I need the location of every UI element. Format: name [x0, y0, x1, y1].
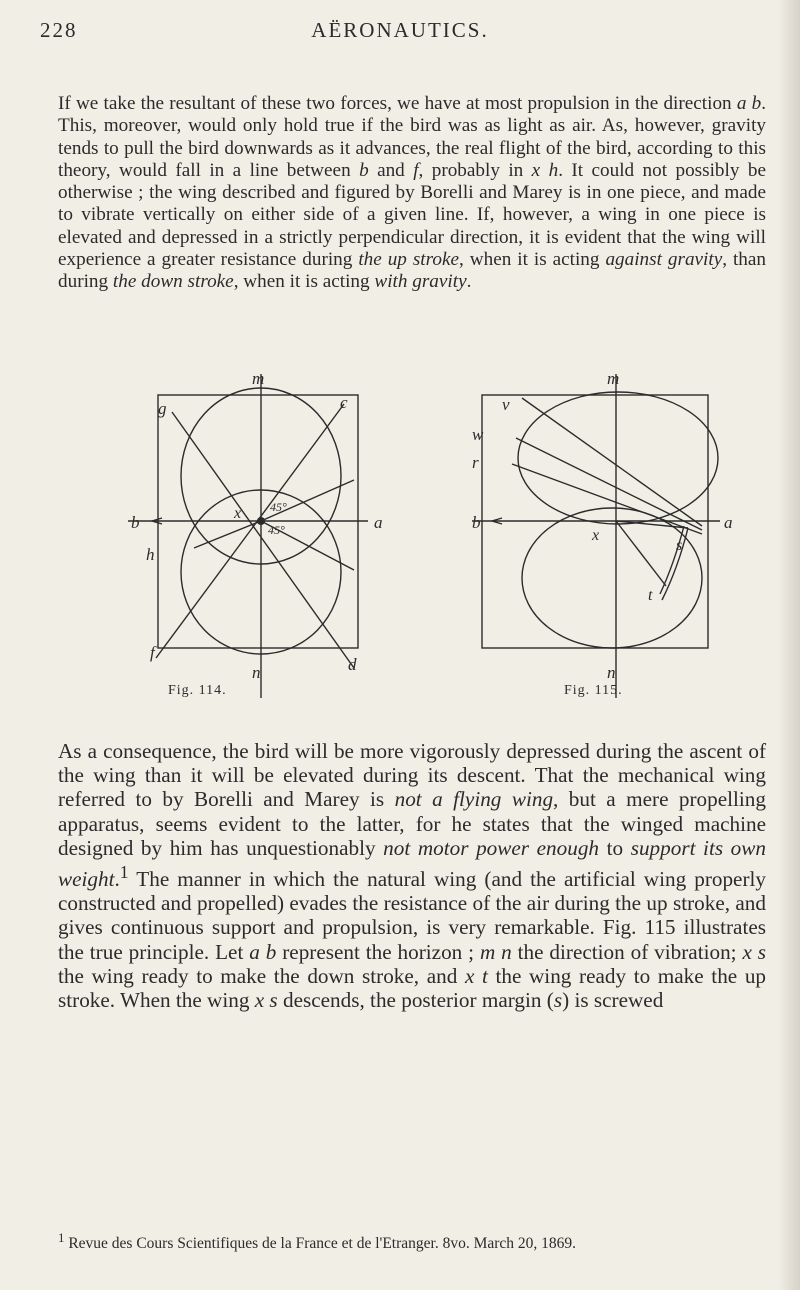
fig114-angle-label-lower: 45° — [268, 523, 285, 537]
fig114-label-x: x — [234, 505, 242, 522]
italic-text: a b — [249, 939, 277, 964]
fig114-label-f: f — [150, 643, 155, 662]
page-edge-shadow — [778, 0, 800, 1290]
italic-text: x s — [742, 939, 766, 964]
italic-text: s — [553, 988, 563, 1013]
fig115-line-v — [522, 398, 702, 526]
italic-text: f — [413, 159, 419, 181]
text-run: . — [114, 867, 120, 892]
text-run: represent the horizon ; — [276, 939, 480, 964]
fig114-label-g: g — [158, 399, 167, 418]
text-run: and — [368, 159, 414, 181]
text-run: . This, moreover, would only hold true if the bird was as light as air. As, however, gravity tends to pull the bird downwards as it advances, the real flight of the bird, according to this theory, would fall in a line between — [58, 93, 767, 181]
fig114-line-gd — [172, 412, 354, 668]
fig114-label-b: b — [131, 513, 140, 532]
fig114-caption: Fig. 114. — [168, 683, 227, 698]
italic-text: with gravity — [374, 271, 467, 293]
italic-text: the down stroke — [112, 271, 234, 293]
figure-114 — [128, 368, 388, 698]
fig114-label-a: a — [374, 513, 383, 532]
text-run: As a consequence, the bird will be more vigorously depressed during the ascent of the wing than it will be elevated during its descent. That the mechanical wing referred to by Borelli and Marey is — [58, 739, 766, 812]
fig114-label-c: c — [340, 393, 348, 412]
text-run: to — [599, 835, 631, 860]
italic-text: a b — [736, 93, 762, 114]
fig114-line-xh — [194, 521, 261, 548]
running-header — [0, 18, 800, 48]
paragraph-1 — [58, 93, 766, 294]
italic-text: not a flying wing — [394, 787, 554, 812]
text-run: the direction of vibration; — [511, 939, 743, 964]
fig115-label-a: a — [724, 513, 733, 532]
text-run: . It could not possibly be otherwise ; the wing described and figured by Borelli and Marey is in one piece, and made to vibrate vertically on either side of a given line. If, however, a wing in one piece is elevated and depressed in a strictly perpendicular direction, it is evident that the wing will experience a greater resistance during — [58, 159, 766, 271]
italic-text: x s — [254, 988, 278, 1013]
fig115-caption: Fig. 115. — [564, 683, 623, 698]
italic-text: against gravity — [605, 249, 723, 271]
paragraph-2 — [58, 739, 766, 1012]
fig115-label-t: t — [648, 587, 653, 604]
fig115-label-x: x — [592, 527, 600, 544]
fig115-ellipse-lower — [522, 508, 702, 648]
fig115-label-n: n — [607, 663, 616, 682]
text-run: the wing ready to make the down stroke, and — [58, 963, 465, 988]
italic-text: support its own weight — [58, 835, 766, 892]
italic-text: b — [359, 159, 369, 181]
fig114-label-d: d — [348, 655, 357, 674]
text-run: descends, the posterior margin ( — [277, 988, 554, 1013]
page-number: 228 — [40, 18, 78, 42]
text-run: The manner in which the natural wing (and the artificial wing properly constructed and propelled) evades the resistance of the air during the up stroke, and gives continuous support and propulsion, is very remarkable. Fig. 115 illustrates the true principle. Let — [58, 867, 766, 964]
fig114-label-n: n — [252, 663, 261, 682]
fig115-label-m: m — [607, 369, 620, 388]
footnote — [58, 1228, 766, 1253]
fig115-wing-xt — [616, 521, 666, 586]
italic-text: m n — [479, 939, 512, 964]
italic-text: x h — [531, 159, 559, 181]
figure-115 — [452, 368, 752, 698]
footnote-marker: 1 — [58, 1230, 65, 1245]
fig114-lines — [128, 374, 368, 698]
text-run: , than during — [58, 249, 767, 293]
fig114-label-h: h — [146, 545, 155, 564]
italic-text: the up stroke — [358, 249, 460, 271]
fig115-label-w: w — [472, 425, 484, 444]
text-run: If we take the resultant of these two forces, we have at most propulsion in the direction — [58, 93, 737, 114]
fig115-label-b: b — [472, 513, 481, 532]
fig115-line-w — [516, 438, 702, 530]
fig114-line-cf — [156, 404, 344, 658]
text-run: , when it is acting — [459, 249, 606, 271]
text-run: , when it is acting — [233, 271, 375, 293]
text-run: , but a mere propelling apparatus, seems evident to the latter, for he states that the winged machine designed by him has unquestionably — [58, 787, 766, 860]
italic-text: not motor power enough — [383, 835, 600, 860]
text-run: , probably in — [418, 159, 532, 181]
fig114-angle-label-upper: 45° — [270, 500, 287, 514]
footnote-reference: 1 — [119, 862, 129, 883]
fig115-label-v: v — [502, 395, 510, 414]
fig115-label-r: r — [472, 453, 479, 472]
fig115-label-s: s — [676, 537, 683, 554]
italic-text: x t — [464, 963, 488, 988]
text-run: ) is screwed — [562, 988, 664, 1013]
fig115-ellipse-upper — [518, 392, 718, 524]
fig114-center-point — [257, 517, 265, 525]
text-run: . — [466, 271, 472, 293]
text-run: the wing ready to make the up stroke. When the wing — [58, 963, 767, 1013]
fig114-label-m: m — [252, 369, 265, 388]
footnote-text: Revue des Cours Scientifiques de la France et de l'Etranger. 8vo. March 20, 1869. — [64, 1235, 577, 1253]
running-title: AËRONAUTICS. — [311, 18, 489, 42]
fig115-curve-s — [662, 528, 688, 600]
